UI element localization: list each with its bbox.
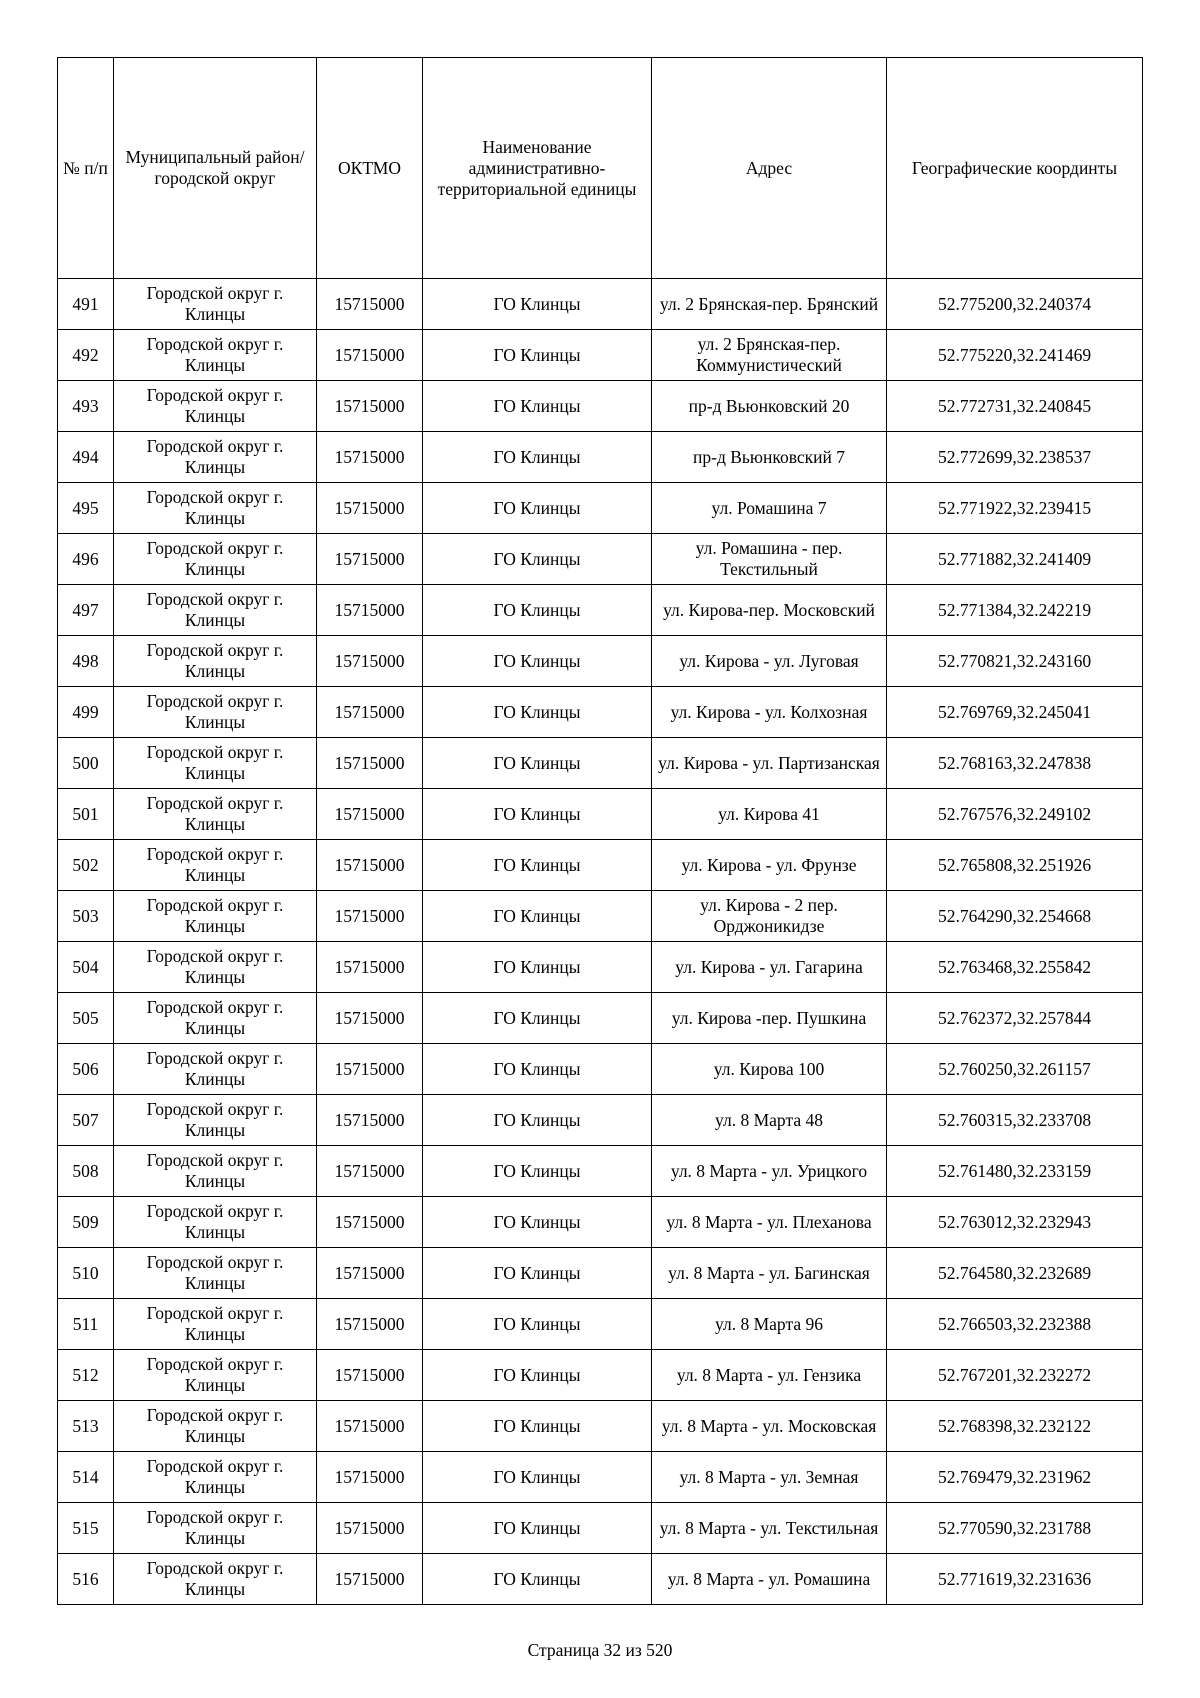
admin-unit-cell: ГО Клинцы: [423, 1452, 652, 1503]
municipality-cell: Городской округ г. Клинцы: [114, 1503, 317, 1554]
oktmo-cell: 15715000: [317, 1401, 423, 1452]
header-municipality: Муниципальный район/городской округ: [114, 58, 317, 279]
coordinates-cell: 52.768398,32.232122: [887, 1401, 1143, 1452]
oktmo-cell: 15715000: [317, 840, 423, 891]
address-cell: ул. Кирова - ул. Фрунзе: [652, 840, 887, 891]
admin-unit-cell: ГО Клинцы: [423, 636, 652, 687]
oktmo-cell: 15715000: [317, 585, 423, 636]
municipality-cell: Городской округ г. Клинцы: [114, 1095, 317, 1146]
table-row: [58, 891, 1143, 942]
admin-unit-cell: ГО Клинцы: [423, 1401, 652, 1452]
admin-unit-cell: ГО Клинцы: [423, 534, 652, 585]
address-cell: ул. 8 Марта - ул. Урицкого: [652, 1146, 887, 1197]
coordinates-cell: 52.764580,32.232689: [887, 1248, 1143, 1299]
table-row: [58, 789, 1143, 840]
address-cell: ул. Кирова - ул. Партизанская: [652, 738, 887, 789]
oktmo-cell: 15715000: [317, 1452, 423, 1503]
oktmo-cell: 15715000: [317, 483, 423, 534]
table-row: [58, 1452, 1143, 1503]
admin-unit-cell: ГО Клинцы: [423, 1503, 652, 1554]
table-row: [58, 330, 1143, 381]
address-cell: ул. Кирова - 2 пер. Орджоникидзе: [652, 891, 887, 942]
address-cell: ул. 8 Марта 96: [652, 1299, 887, 1350]
coordinates-cell: 52.760315,32.233708: [887, 1095, 1143, 1146]
coordinates-cell: 52.771922,32.239415: [887, 483, 1143, 534]
coordinates-cell: 52.771384,32.242219: [887, 585, 1143, 636]
address-cell: ул. Кирова - ул. Колхозная: [652, 687, 887, 738]
oktmo-cell: 15715000: [317, 534, 423, 585]
table-row: [58, 840, 1143, 891]
municipality-cell: Городской округ г. Клинцы: [114, 1350, 317, 1401]
row-number: 504: [58, 942, 114, 993]
row-number: 495: [58, 483, 114, 534]
address-cell: ул. 8 Марта - ул. Земная: [652, 1452, 887, 1503]
address-cell: ул. Кирова - ул. Луговая: [652, 636, 887, 687]
oktmo-cell: 15715000: [317, 1146, 423, 1197]
header-coordinates: Географические координты: [887, 58, 1143, 279]
municipality-cell: Городской округ г. Клинцы: [114, 891, 317, 942]
oktmo-cell: 15715000: [317, 1350, 423, 1401]
municipality-cell: Городской округ г. Клинцы: [114, 483, 317, 534]
table-row: [58, 1197, 1143, 1248]
row-number: 503: [58, 891, 114, 942]
oktmo-cell: 15715000: [317, 1044, 423, 1095]
coordinates-cell: 52.763012,32.232943: [887, 1197, 1143, 1248]
coordinates-cell: 52.771619,32.231636: [887, 1554, 1143, 1605]
address-cell: ул. Ромашина 7: [652, 483, 887, 534]
coordinates-cell: 52.762372,32.257844: [887, 993, 1143, 1044]
coordinates-cell: 52.765808,32.251926: [887, 840, 1143, 891]
address-cell: ул. 8 Марта - ул. Гензика: [652, 1350, 887, 1401]
admin-unit-cell: ГО Клинцы: [423, 1095, 652, 1146]
row-number: 502: [58, 840, 114, 891]
address-cell: пр-д Вьюнковский 7: [652, 432, 887, 483]
row-number: 507: [58, 1095, 114, 1146]
row-number: 514: [58, 1452, 114, 1503]
coordinates-cell: 52.770590,32.231788: [887, 1503, 1143, 1554]
oktmo-cell: 15715000: [317, 330, 423, 381]
admin-unit-cell: ГО Клинцы: [423, 330, 652, 381]
coordinates-cell: 52.775220,32.241469: [887, 330, 1143, 381]
admin-unit-cell: ГО Клинцы: [423, 687, 652, 738]
address-cell: ул. 2 Брянская-пер. Коммунистический: [652, 330, 887, 381]
municipality-cell: Городской округ г. Клинцы: [114, 534, 317, 585]
municipality-cell: Городской округ г. Клинцы: [114, 432, 317, 483]
oktmo-cell: 15715000: [317, 1248, 423, 1299]
row-number: 516: [58, 1554, 114, 1605]
municipality-cell: Городской округ г. Клинцы: [114, 636, 317, 687]
oktmo-cell: 15715000: [317, 279, 423, 330]
table-row: [58, 687, 1143, 738]
row-number: 505: [58, 993, 114, 1044]
coordinates-cell: 52.772699,32.238537: [887, 432, 1143, 483]
coordinates-cell: 52.767576,32.249102: [887, 789, 1143, 840]
address-cell: ул. Кирова - ул. Гагарина: [652, 942, 887, 993]
oktmo-cell: 15715000: [317, 432, 423, 483]
row-number: 513: [58, 1401, 114, 1452]
admin-unit-cell: ГО Клинцы: [423, 738, 652, 789]
row-number: 493: [58, 381, 114, 432]
row-number: 496: [58, 534, 114, 585]
table-row: [58, 1554, 1143, 1605]
admin-unit-cell: ГО Клинцы: [423, 891, 652, 942]
address-cell: ул. 8 Марта 48: [652, 1095, 887, 1146]
oktmo-cell: 15715000: [317, 1503, 423, 1554]
oktmo-cell: 15715000: [317, 891, 423, 942]
table-row: [58, 1248, 1143, 1299]
row-number: 494: [58, 432, 114, 483]
municipality-cell: Городской округ г. Клинцы: [114, 1044, 317, 1095]
coordinates-cell: 52.772731,32.240845: [887, 381, 1143, 432]
municipality-cell: Городской округ г. Клинцы: [114, 789, 317, 840]
municipality-cell: Городской округ г. Клинцы: [114, 585, 317, 636]
row-number: 515: [58, 1503, 114, 1554]
coordinates-cell: 52.769769,32.245041: [887, 687, 1143, 738]
admin-unit-cell: ГО Клинцы: [423, 381, 652, 432]
coordinates-cell: 52.768163,32.247838: [887, 738, 1143, 789]
municipality-cell: Городской округ г. Клинцы: [114, 1248, 317, 1299]
address-cell: ул. Кирова 41: [652, 789, 887, 840]
admin-unit-cell: ГО Клинцы: [423, 1146, 652, 1197]
oktmo-cell: 15715000: [317, 942, 423, 993]
locations-table: [57, 57, 1143, 1605]
coordinates-cell: 52.761480,32.233159: [887, 1146, 1143, 1197]
municipality-cell: Городской округ г. Клинцы: [114, 381, 317, 432]
row-number: 500: [58, 738, 114, 789]
table-body: [58, 279, 1143, 1605]
municipality-cell: Городской округ г. Клинцы: [114, 330, 317, 381]
oktmo-cell: 15715000: [317, 381, 423, 432]
header-number: № п/п: [58, 58, 114, 279]
admin-unit-cell: ГО Клинцы: [423, 993, 652, 1044]
admin-unit-cell: ГО Клинцы: [423, 432, 652, 483]
coordinates-cell: 52.766503,32.232388: [887, 1299, 1143, 1350]
header-oktmo: ОКТМО: [317, 58, 423, 279]
municipality-cell: Городской округ г. Клинцы: [114, 1452, 317, 1503]
municipality-cell: Городской округ г. Клинцы: [114, 738, 317, 789]
admin-unit-cell: ГО Клинцы: [423, 585, 652, 636]
address-cell: ул. 8 Марта - ул. Текстильная: [652, 1503, 887, 1554]
municipality-cell: Городской округ г. Клинцы: [114, 1197, 317, 1248]
coordinates-cell: 52.760250,32.261157: [887, 1044, 1143, 1095]
table-row: [58, 1299, 1143, 1350]
coordinates-cell: 52.769479,32.231962: [887, 1452, 1143, 1503]
municipality-cell: Городской округ г. Клинцы: [114, 1401, 317, 1452]
address-cell: ул. 8 Марта - ул. Ромашина: [652, 1554, 887, 1605]
table-header: [58, 58, 1143, 279]
address-cell: пр-д Вьюнковский 20: [652, 381, 887, 432]
table-row: [58, 483, 1143, 534]
address-cell: ул. 8 Марта - ул. Багинская: [652, 1248, 887, 1299]
coordinates-cell: 52.771882,32.241409: [887, 534, 1143, 585]
address-cell: ул. Кирова 100: [652, 1044, 887, 1095]
row-number: 508: [58, 1146, 114, 1197]
table-row: [58, 432, 1143, 483]
admin-unit-cell: ГО Клинцы: [423, 1350, 652, 1401]
address-cell: ул. Кирова -пер. Пушкина: [652, 993, 887, 1044]
row-number: 492: [58, 330, 114, 381]
row-number: 506: [58, 1044, 114, 1095]
table-row: [58, 381, 1143, 432]
header-row: [58, 58, 1143, 279]
table-row: [58, 636, 1143, 687]
coordinates-cell: 52.764290,32.254668: [887, 891, 1143, 942]
oktmo-cell: 15715000: [317, 636, 423, 687]
municipality-cell: Городской округ г. Клинцы: [114, 1146, 317, 1197]
admin-unit-cell: ГО Клинцы: [423, 942, 652, 993]
admin-unit-cell: ГО Клинцы: [423, 279, 652, 330]
table-row: [58, 585, 1143, 636]
admin-unit-cell: ГО Клинцы: [423, 840, 652, 891]
oktmo-cell: 15715000: [317, 789, 423, 840]
address-cell: ул. 2 Брянская-пер. Брянский: [652, 279, 887, 330]
admin-unit-cell: ГО Клинцы: [423, 1248, 652, 1299]
municipality-cell: Городской округ г. Клинцы: [114, 993, 317, 1044]
header-admin-unit: Наименование административно-территориальной единицы: [423, 58, 652, 279]
table-row: [58, 1146, 1143, 1197]
admin-unit-cell: ГО Клинцы: [423, 1197, 652, 1248]
row-number: 491: [58, 279, 114, 330]
table-row: [58, 1350, 1143, 1401]
admin-unit-cell: ГО Клинцы: [423, 1044, 652, 1095]
admin-unit-cell: ГО Клинцы: [423, 1554, 652, 1605]
municipality-cell: Городской округ г. Клинцы: [114, 942, 317, 993]
table-row: [58, 942, 1143, 993]
admin-unit-cell: ГО Клинцы: [423, 789, 652, 840]
table-row: [58, 1095, 1143, 1146]
coordinates-cell: 52.763468,32.255842: [887, 942, 1143, 993]
table-row: [58, 534, 1143, 585]
oktmo-cell: 15715000: [317, 738, 423, 789]
page-number: Страница 32 из 520: [527, 1640, 673, 1660]
coordinates-cell: 52.767201,32.232272: [887, 1350, 1143, 1401]
row-number: 509: [58, 1197, 114, 1248]
oktmo-cell: 15715000: [317, 1197, 423, 1248]
row-number: 498: [58, 636, 114, 687]
oktmo-cell: 15715000: [317, 1095, 423, 1146]
table-row: [58, 279, 1143, 330]
table-row: [58, 993, 1143, 1044]
address-cell: ул. 8 Марта - ул. Плеханова: [652, 1197, 887, 1248]
coordinates-cell: 52.775200,32.240374: [887, 279, 1143, 330]
oktmo-cell: 15715000: [317, 993, 423, 1044]
municipality-cell: Городской округ г. Клинцы: [114, 1554, 317, 1605]
table-row: [58, 1401, 1143, 1452]
header-address: Адрес: [652, 58, 887, 279]
municipality-cell: Городской округ г. Клинцы: [114, 840, 317, 891]
table-row: [58, 1503, 1143, 1554]
oktmo-cell: 15715000: [317, 687, 423, 738]
municipality-cell: Городской округ г. Клинцы: [114, 1299, 317, 1350]
row-number: 497: [58, 585, 114, 636]
row-number: 511: [58, 1299, 114, 1350]
admin-unit-cell: ГО Клинцы: [423, 1299, 652, 1350]
row-number: 512: [58, 1350, 114, 1401]
table-row: [58, 738, 1143, 789]
municipality-cell: Городской округ г. Клинцы: [114, 279, 317, 330]
address-cell: ул. Кирова-пер. Московский: [652, 585, 887, 636]
oktmo-cell: 15715000: [317, 1554, 423, 1605]
address-cell: ул. 8 Марта - ул. Московская: [652, 1401, 887, 1452]
row-number: 510: [58, 1248, 114, 1299]
oktmo-cell: 15715000: [317, 1299, 423, 1350]
row-number: 501: [58, 789, 114, 840]
admin-unit-cell: ГО Клинцы: [423, 483, 652, 534]
address-cell: ул. Ромашина - пер. Текстильный: [652, 534, 887, 585]
municipality-cell: Городской округ г. Клинцы: [114, 687, 317, 738]
table-row: [58, 1044, 1143, 1095]
coordinates-cell: 52.770821,32.243160: [887, 636, 1143, 687]
row-number: 499: [58, 687, 114, 738]
